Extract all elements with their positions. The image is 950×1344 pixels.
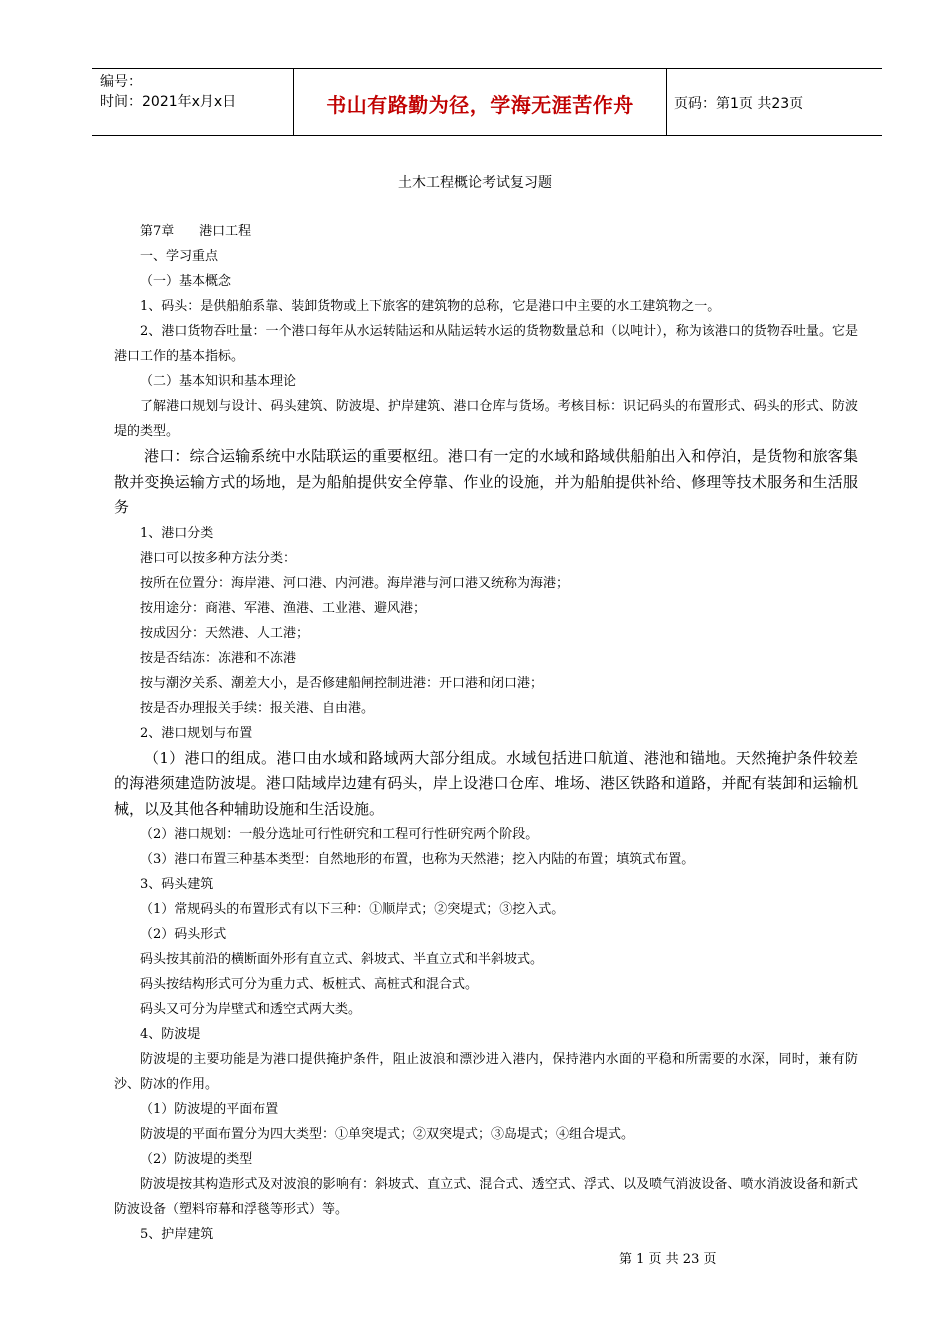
time-label: 时间：2021年x月x日 bbox=[100, 94, 237, 110]
paragraph: （一）基本概念 bbox=[140, 274, 232, 289]
footer-page-number: 第 1 页 共 23 页 bbox=[619, 1252, 717, 1267]
document-body bbox=[114, 219, 858, 1247]
paragraph: 5、护岸建筑 bbox=[140, 1227, 214, 1242]
paragraph: （二）基本知识和基本理论 bbox=[140, 374, 297, 389]
paragraph: 港口可以按多种方法分类： bbox=[140, 550, 297, 566]
paragraph: 按用途分：商港、军港、渔港、工业港、避风港； bbox=[140, 600, 427, 616]
paragraph: 了解港口规划与设计、码头建筑、防波堤、护岸建筑、港口仓库与货场。考核目标：识记码头的布置形式、码头的形式、防波堤的类型。 bbox=[114, 399, 858, 439]
code-label: 编号： bbox=[100, 74, 142, 90]
header-divider-right bbox=[666, 68, 667, 135]
paragraph: 按所在位置分：海岸港、河口港、内河港。海岸港与河口港又统称为海港； bbox=[140, 575, 570, 591]
paragraph: 2、港口货物吞吐量：一个港口每年从水运转陆运和从陆运转水运的货物数量总和（以吨计），称为该港口的货物吞吐量。它是港口工作的基本指标。 bbox=[114, 324, 858, 364]
paragraph: 码头按其前沿的横断面外形有直立式、斜坡式、半直立式和半斜坡式。 bbox=[140, 952, 544, 967]
header-bottom-rule bbox=[92, 135, 882, 136]
paragraph: 一、学习重点 bbox=[140, 249, 219, 264]
paragraph: 按与潮汐关系、潮差大小，是否修建船闸控制进港：开口港和闭口港； bbox=[140, 675, 544, 691]
paragraph: （2）码头形式 bbox=[140, 927, 227, 942]
paragraph: 3、码头建筑 bbox=[140, 877, 214, 892]
paragraph: 防波堤的主要功能是为港口提供掩护条件，阻止波浪和漂沙进入港内，保持港内水面的平稳和所需要的水深，同时，兼有防沙、防冰的作用。 bbox=[114, 1052, 858, 1092]
paragraph: 防波堤的平面布置分为四大类型：①单突堤式；②双突堤式；③岛堤式；④组合堤式。 bbox=[140, 1127, 635, 1142]
header-motto: 书山有路勤为径，学海无涯苦作舟 bbox=[326, 93, 634, 117]
paragraph: （1）港口的组成。港口由水域和路域两大部分组成。水域包括进口航道、港池和锚地。天然掩护条件较差的海港须建造防波堤。港口陆域岸边建有码头，岸上设港口仓库、堆场、港区铁路和道路，并配有装卸和运输机械，以及其他各种辅助设施和生活设施。 bbox=[114, 748, 858, 818]
paragraph: 码头又可分为岸壁式和透空式两大类。 bbox=[140, 1002, 362, 1017]
paragraph: 港口：综合运输系统中水陆联运的重要枢纽。港口有一定的水域和路域供船舶出入和停泊，是货物和旅客集散并变换运输方式的场地，是为船舶提供安全停靠、作业的设施，并为船舶提供补给、修理等技术服务和生活服务 bbox=[114, 447, 858, 516]
paragraph: 按是否结冻：冻港和不冻港 bbox=[140, 650, 297, 666]
paragraph: （1）防波堤的平面布置 bbox=[140, 1102, 279, 1117]
paragraph: 按是否办理报关手续：报关港、自由港。 bbox=[140, 700, 375, 716]
paragraph: 第7章 港口工程 bbox=[140, 224, 252, 239]
paragraph: 按成因分：天然港、人工港； bbox=[140, 625, 310, 641]
header-page-number: 页码：第1页 共23页 bbox=[674, 96, 804, 112]
paragraph: （2）防波堤的类型 bbox=[140, 1152, 253, 1167]
paragraph: （1）常规码头的布置形式有以下三种：①顺岸式；②突堤式；③挖入式。 bbox=[140, 902, 565, 917]
paragraph: 4、防波堤 bbox=[140, 1027, 201, 1042]
header-divider-left bbox=[293, 68, 294, 135]
document-title: 土木工程概论考试复习题 bbox=[398, 175, 552, 191]
paragraph: 1、码头：是供船舶系靠、装卸货物或上下旅客的建筑物的总称，它是港口中主要的水工建筑物之一。 bbox=[140, 299, 721, 314]
paragraph: 码头按结构形式可分为重力式、板桩式、高桩式和混合式。 bbox=[140, 977, 479, 992]
paragraph: 防波堤按其构造形式及对波浪的影响有：斜坡式、直立式、混合式、透空式、浮式、以及喷气消波设备、喷水消波设备和新式防波设备（塑料帘幕和浮毯等形式）等。 bbox=[114, 1177, 858, 1217]
paragraph: 2、港口规划与布置 bbox=[140, 725, 253, 741]
paragraph: （2）港口规划：一般分选址可行性研究和工程可行性研究两个阶段。 bbox=[140, 827, 539, 842]
header-info bbox=[100, 72, 236, 112]
paragraph: 1、港口分类 bbox=[140, 525, 214, 541]
paragraph: （3）港口布置三种基本类型：自然地形的布置，也称为天然港；挖入内陆的布置；填筑式布置。 bbox=[140, 852, 695, 867]
header-top-rule bbox=[92, 68, 882, 69]
